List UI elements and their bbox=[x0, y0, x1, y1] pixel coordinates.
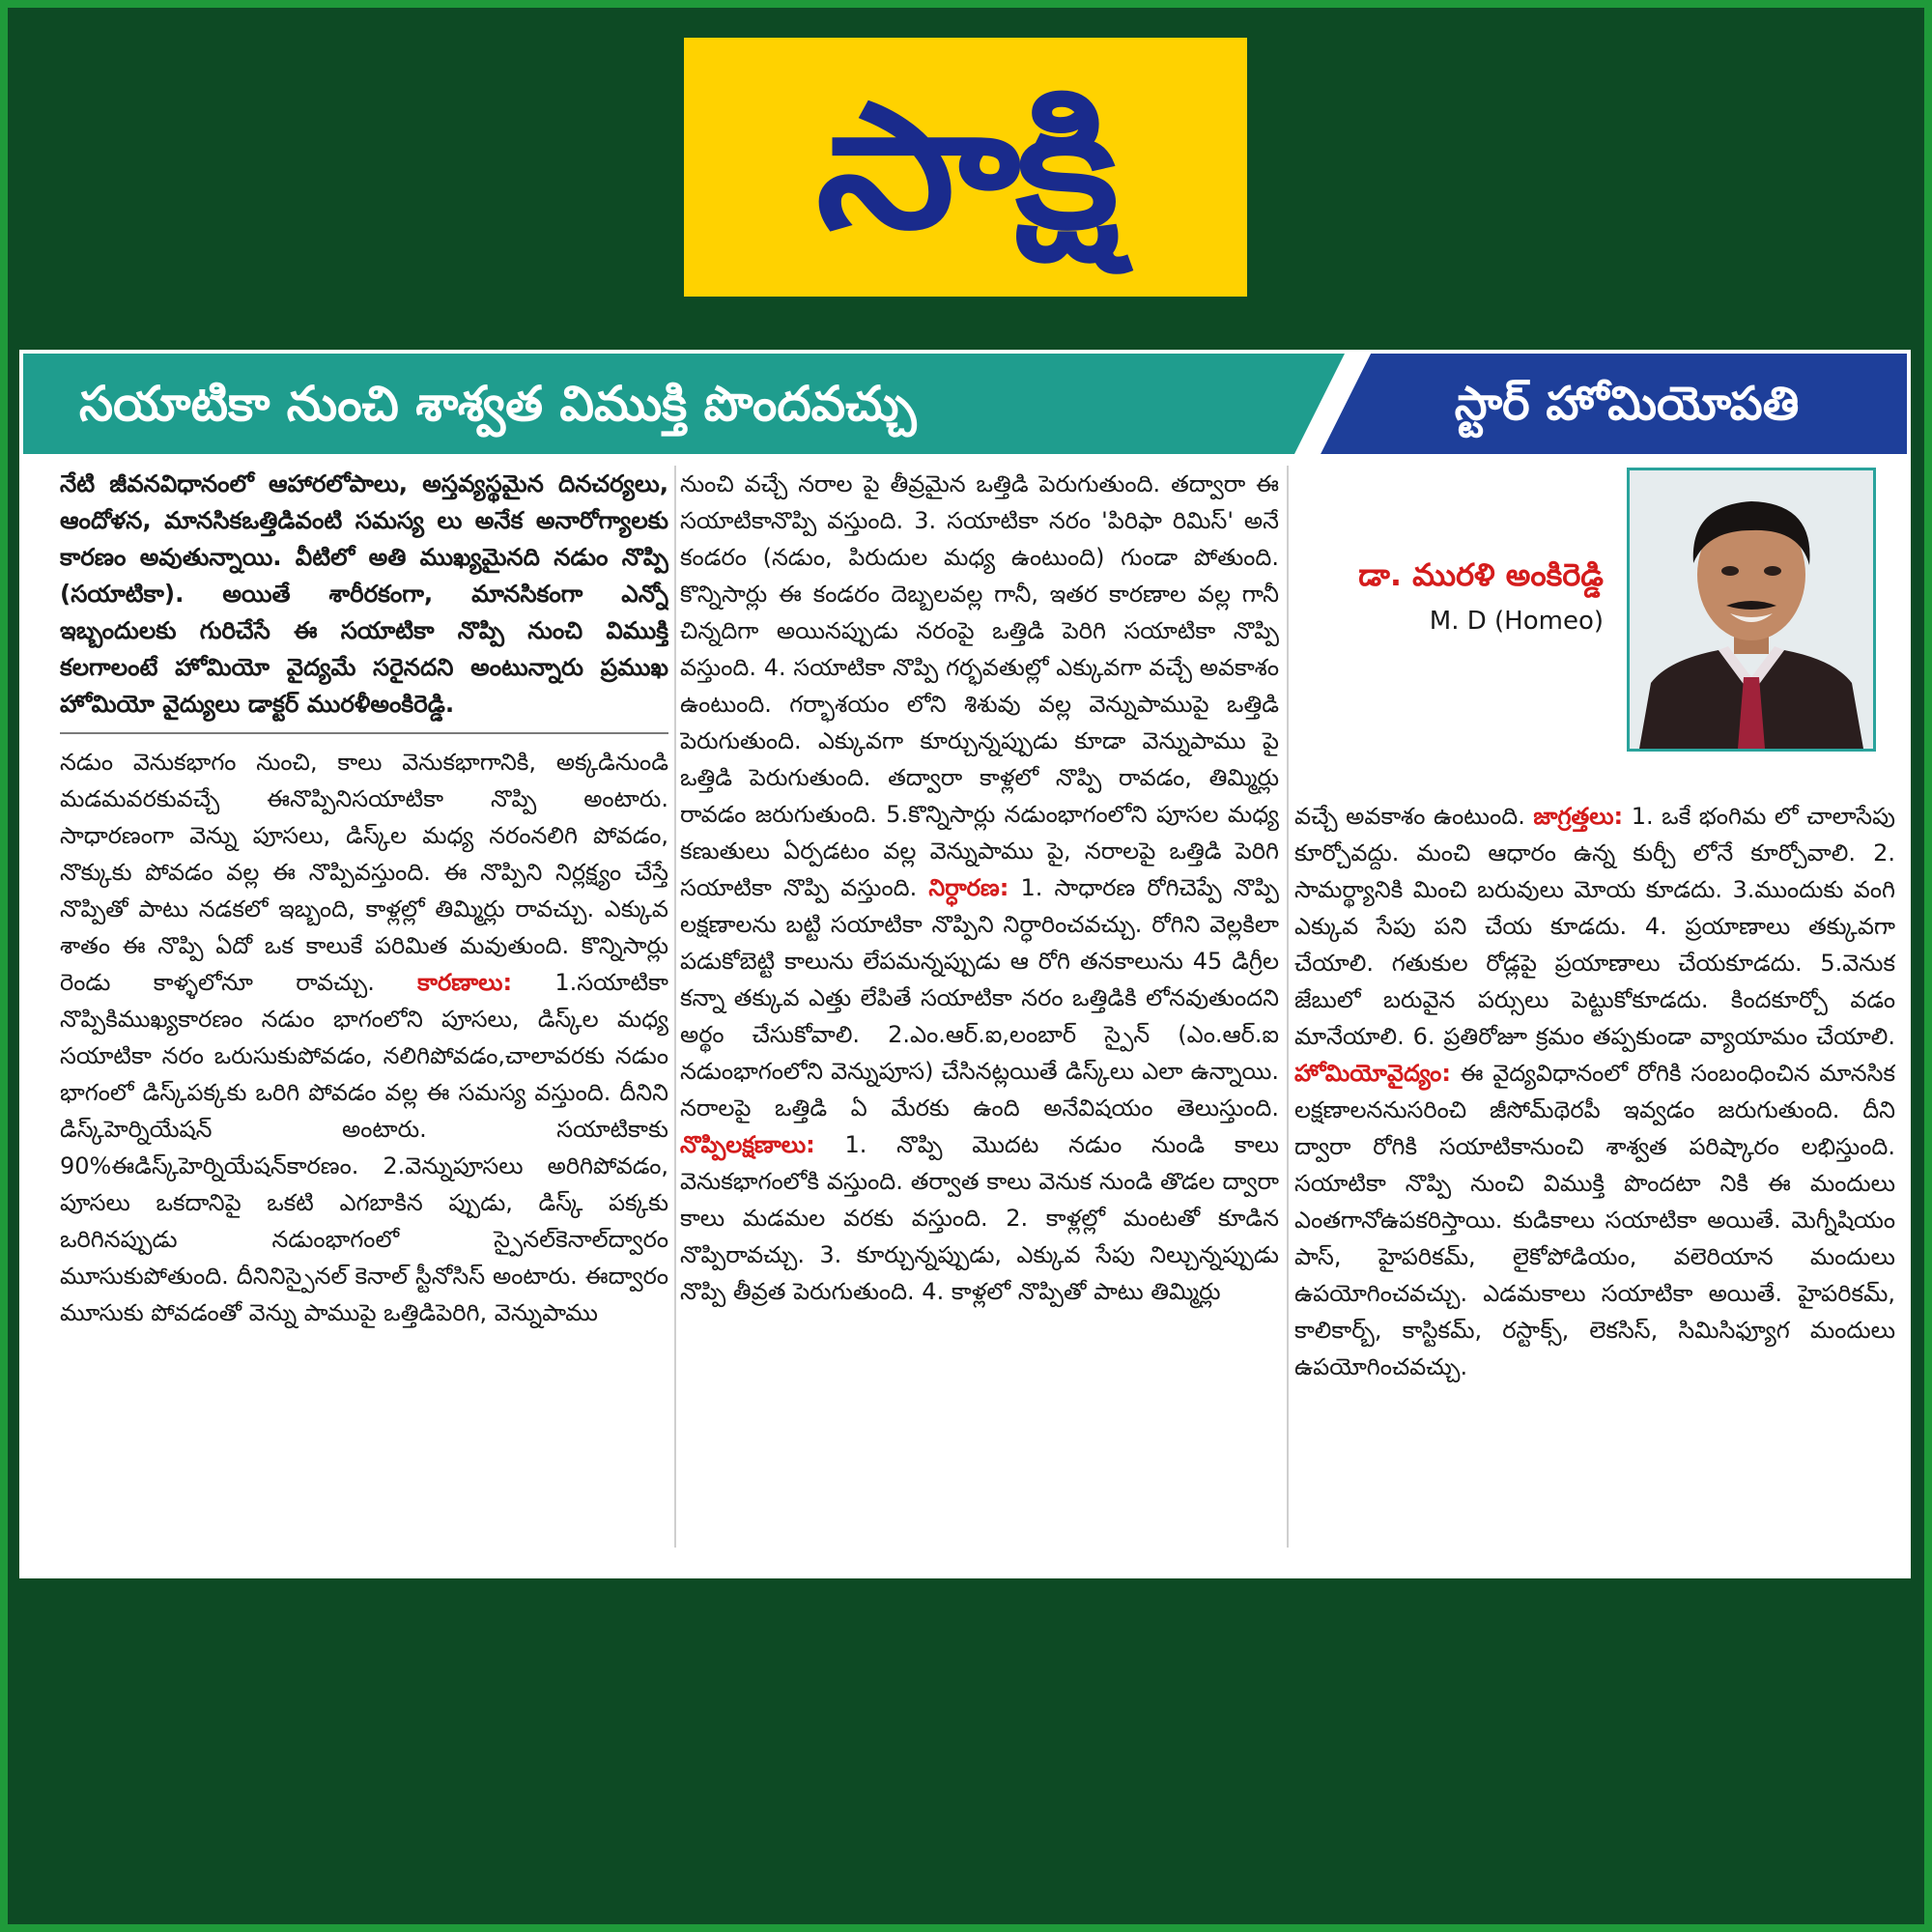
article-paragraph bbox=[680, 466, 1279, 1310]
article-headline: సయాటికా నుంచి శాశ్వత విముక్తి పొందవచ్చు bbox=[79, 376, 917, 432]
article-lead: నేటి జీవనవిధానంలో ఆహారలోపాలు, అస్తవ్యస్థమైన దినచర్యలు, ఆందోళన, మానసికఒత్తిడివంటి సమస్య లు అనేక అనారోగ్యాలకు కారణం అవుతున్నాయి. వీటిలో అతి ముఖ్యమైనది నడుం నొప్పి (సయాటికా). అయితే శారీరకంగా, మానసికంగా ఎన్నో ఇబ్బందులకు గురిచేసే ఈ సయాటికా నొప్పి నుంచి విముక్తి కలగాలంటే హోమియో వైద్యమే సరైనదని అంటున్నారు ప్రముఖ హోమియో వైద్యులు డాక్టర్ మురళీఅంకిరెడ్డి. bbox=[60, 469, 668, 718]
article-paragraph bbox=[1294, 798, 1895, 1385]
section-label-precautions: జాగ్రత్తలు: bbox=[1533, 803, 1624, 830]
body-text: వచ్చే అవకాశం ఉంటుంది. bbox=[1294, 803, 1525, 830]
article-column-3 bbox=[1294, 798, 1895, 1551]
article-clipping bbox=[23, 354, 1907, 1575]
headline-band bbox=[23, 354, 1907, 454]
author-name: డా. మురళి అంకిరెడ్డి bbox=[1358, 556, 1604, 593]
lead-divider bbox=[60, 732, 668, 734]
newspaper-logo: సాక్షి bbox=[816, 67, 1115, 267]
body-text: నుంచి వచ్చే నరాల పై తీవ్రమైన ఒత్తిడి పెరుగుతుంది. తద్వారా ఈ సయాటికానొప్పి వస్తుంది. 3. సయాటికా నరం 'పిరిఫా రిమిస్' అనే కండరం (నడుం, పిరుదుల మధ్య ఉంటుంది) గుండా పోతుంది. కొన్నిసార్లు ఈ కండరం దెబ్బలవల్ల గానీ, ఇతర కారణాల వల్ల గానీ చిన్నదిగా అయినప్పుడు నరంపై ఒత్తిడి పెరిగి సయాటికా నొప్పి వస్తుంది. 4. సయాటికా నొప్పి గర్భవతుల్లో ఎక్కువగా వచ్చే అవకాశం ఉంటుంది. గర్భాశయం లోని శిశువు వల్ల వెన్నుపాముపై ఒత్తిడి పెరుగుతుంది. ఎక్కువగా కూర్చున్నప్పుడు కూడా వెన్నుపాము పై ఒత్తిడి పెరుగుతుంది. తద్వారా కాళ్లలో నొప్పి రావడం, తిమ్మిర్లు రావడం జరుగుతుంది. 5.కొన్నిసార్లు నడుంభాగంలోని పూసల మధ్య కణుతులు ఏర్పడటం వల్ల వెన్నుపాము పై, నరాలపై ఒత్తిడి పెరిగి సయాటికా నొప్పి వస్తుంది. bbox=[680, 470, 1279, 901]
author-degree: M. D (Homeo) bbox=[1429, 607, 1604, 636]
author-photo bbox=[1627, 468, 1876, 752]
section-label-diagnosis: నిర్ధారణ: bbox=[928, 874, 1009, 901]
article-paragraph bbox=[60, 744, 668, 1331]
article-column-1 bbox=[60, 466, 668, 1548]
body-text: 1.సయాటికా నొప్పికిముఖ్యకారణం నడుం భాగంలోని పూసలు, డిస్క్‌ల మధ్య సయాటికా నరం ఒరుసుకుపోవడం, నలిగిపోవడం,చాలావరకు నడుం భాగంలో డిస్క్‌పక్కకు ఒరిగి పోవడం వల్ల ఈ సమస్య వస్తుంది. దీనిని డిస్క్‌హెర్నియేషన్ అంటారు. సయాటికాకు 90%ఈడిస్క్‌హెర్నియేషన్‌కారణం. 2.వెన్నుపూసలు అరిగిపోవడం, పూసలు ఒకదానిపై ఒకటి ఎగబాకిన ప్పుడు, డిస్క్ పక్కకు ఒరిగినప్పుడు నడుంభాగంలో స్పైనల్‌కెనాల్‌ద్వారం మూసుకుపోతుంది. దీనినిస్పైనల్ కెనాల్ స్టీనోసిస్ అంటారు. ఈద్వారం మూసుకు పోవడంతో వెన్ను పాముపై ఒత్తిడిపెరిగి, వెన్నుపాము bbox=[60, 969, 668, 1326]
body-text: 1. నొప్పి మొదట నడుం నుండి కాలు వెనుకభాగంలోకి వస్తుంది. తర్వాత కాలు వెనుక నుండి తొడల ద్వారా కాలు మడమల వరకు వస్తుంది. 2. కాళ్లల్లో మంటతో కూడిన నొప్పిరావచ్చు. 3. కూర్చున్నప్పుడు, ఎక్కువ సేపు నిల్చున్నప్పుడు నొప్పి తీవ్రత పెరుగుతుంది. 4. కాళ్లలో నొప్పితో పాటు తిమ్మిర్లు bbox=[680, 1131, 1279, 1305]
section-label-causes: కారణాలు: bbox=[417, 969, 513, 996]
article-column-2 bbox=[680, 466, 1279, 1548]
doctor-portrait-icon bbox=[1630, 470, 1873, 749]
body-text: 1. సాధారణ రోగిచెప్పే నొప్పి లక్షణాలను బట్టి సయాటికా నొప్పిని నిర్ధారించవచ్చు. రోగిని వెల్లకిలా పడుకోబెట్టి కాలును లేపమన్నప్పుడు ఆ రోగి తనకాలును 45 డిగ్రీల కన్నా తక్కువ ఎత్తు లేపితే సయాటికా నరం ఒత్తిడికి లోనవుతుందని అర్థం చేసుకోవాలి. 2.ఎం.ఆర్.ఐ,లంబార్ స్పైన్ (ఎం.ఆర్.ఐ నడుంభాగంలోని వెన్నుపూస) చేసినట్లయితే డిస్క్‌లు ఎలా ఉన్నాయి. నరాలపై ఒత్తిడి ఏ మేరకు ఉంది అనేవిషయం తెలుస్తుంది. bbox=[680, 874, 1279, 1122]
section-label-symptoms: నొప్పిలక్షణాలు: bbox=[680, 1131, 815, 1158]
column-divider bbox=[674, 466, 676, 1548]
section-label-homeopathy: హోమియోవైద్యం: bbox=[1294, 1060, 1451, 1087]
series-title: స్టార్ హోమియోపతి bbox=[1454, 377, 1800, 431]
newspaper-masthead bbox=[684, 38, 1247, 297]
body-text: ఈ వైద్యవిధానంలో రోగికి సంబంధించిన మానసిక లక్షణాలననుసరించి జీసోమ్‌థెరపీ ఇవ్వడం జరుగుతుంది. దీని ద్వారా రోగికి సయాటికానుంచి శాశ్వత పరిష్కారం లభిస్తుంది. సయాటికా నొప్పి నుంచి విముక్తి పొందటా నికి ఈ మందులు ఎంతగానోఉపకరిస్తాయి. కుడికాలు సయాటికా అయితే. మెగ్నీషియం పాస్, హైపరికమ్, లైకోపోడియం, వలెరియాన మందులు ఉపయోగించవచ్చు. ఎడమకాలు సయాటికా అయితే. హైపరికమ్, కాలికార్బ్, కాస్టికమ్, రస్టాక్స్, లెకసిస్, సిమిసిఫ్యూగ మందులు ఉపయోగించవచ్చు. bbox=[1294, 1060, 1895, 1380]
body-text: 1. ఒకే భంగిమ లో చాలాసేపు కూర్చోవద్దు. మంచి ఆధారం ఉన్న కుర్చీ లోనే కూర్చోవాలి. 2. సామర్థ్యానికి మించి బరువులు మోయ కూడదు. 3.ముందుకు వంగి ఎక్కువ సేపు పని చేయ కూడదు. 4. ప్రయాణాలు తక్కువగా చేయాలి. గతుకుల రోడ్లపై ప్రయాణాలు చేయకూడదు. 5.వెనుక జేబులో బరువైన పర్సులు పెట్టుకోకూడదు. కిందకూర్చో వడం మానేయాలి. 6. ప్రతిరోజూ క్రమం తప్పకుండా వ్యాయామం చేయాలి. bbox=[1294, 803, 1895, 1050]
body-text: నడుం వెనుకభాగం నుంచి, కాలు వెనుకభాగానికి, అక్కడినుండి మడమవరకువచ్చే ఈనొప్పినిసయాటికా నొప్పి అంటారు. సాధారణంగా వెన్ను పూసలు, డిస్క్‌ల మధ్య నరంనలిగి పోవడం, నొక్కుకు పోవడం వల్ల ఈ నొప్పివస్తుంది. ఈ నొప్పిని నిర్లక్ష్యం చేస్తే నొప్పితో పాటు నడకలో ఇబ్బంది, కాళ్లల్లో తిమ్మిర్లు రావచ్చు. ఎక్కువ శాతం ఈ నొప్పి ఏదో ఒక కాలుకే పరిమిత మవుతుంది. కొన్నిసార్లు రెండు కాళ్ళలోనూ రావచ్చు. bbox=[60, 749, 668, 996]
